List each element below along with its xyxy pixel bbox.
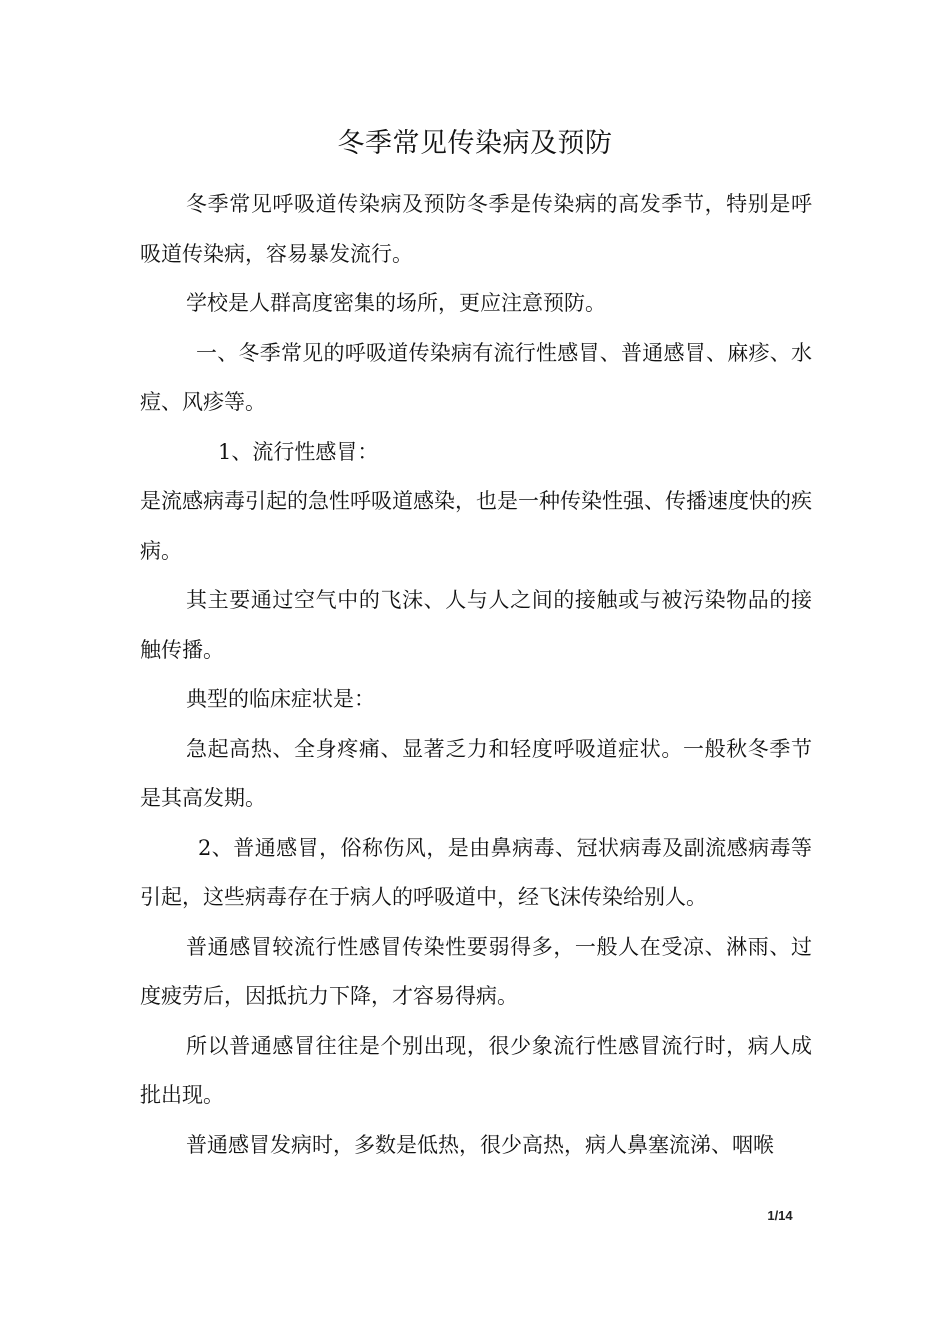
- paragraph-common-cold-contagion: 普通感冒较流行性感冒传染性要弱得多，一般人在受凉、淋雨、过度疲劳后，因抵抗力下降，才容易得病。: [140, 934, 812, 1008]
- document-body: [140, 180, 812, 1170]
- paragraph-symptoms: 急起高热、全身疼痛、显著乏力和轻度呼吸道症状。一般秋冬季节是其高发期。: [140, 736, 812, 810]
- paragraph-influenza-definition: 是流感病毒引起的急性呼吸道感染，也是一种传染性强、传播速度快的疾病。: [140, 489, 812, 563]
- paragraph-transmission: 其主要通过空气中的飞沫、人与人之间的接触或与被污染物品的接触传播。: [140, 588, 812, 662]
- paragraph-school: 学校是人群高度密集的场所，更应注意预防。: [186, 291, 606, 315]
- paragraph-influenza-heading: 1、流行性感冒：: [218, 439, 379, 464]
- paragraph-symptoms-heading: 典型的临床症状是：: [186, 687, 375, 711]
- paragraph-section-one: 一、冬季常见的呼吸道传染病有流行性感冒、普通感冒、麻疹、水痘、风疹等。: [140, 340, 812, 414]
- paragraph-common-cold-onset: 普通感冒发病时，多数是低热，很少高热，病人鼻塞流涕、咽喉: [186, 1132, 774, 1157]
- paragraph-intro: 冬季常见呼吸道传染病及预防冬季是传染病的高发季节，特别是呼吸道传染病，容易暴发流行。: [140, 192, 812, 266]
- document-title: 冬季常见传染病及预防: [337, 128, 613, 160]
- paragraph-common-cold: 2、普通感冒，俗称伤风，是由鼻病毒、冠状病毒及副流感病毒等引起，这些病毒存在于病人的呼吸道中，经飞沫传染给别人。: [140, 835, 812, 909]
- paragraph-common-cold-occurrence: 所以普通感冒往往是个别出现，很少象流行性感冒流行时，病人成批出现。: [140, 1033, 812, 1107]
- page-number: 1/14: [767, 1208, 793, 1223]
